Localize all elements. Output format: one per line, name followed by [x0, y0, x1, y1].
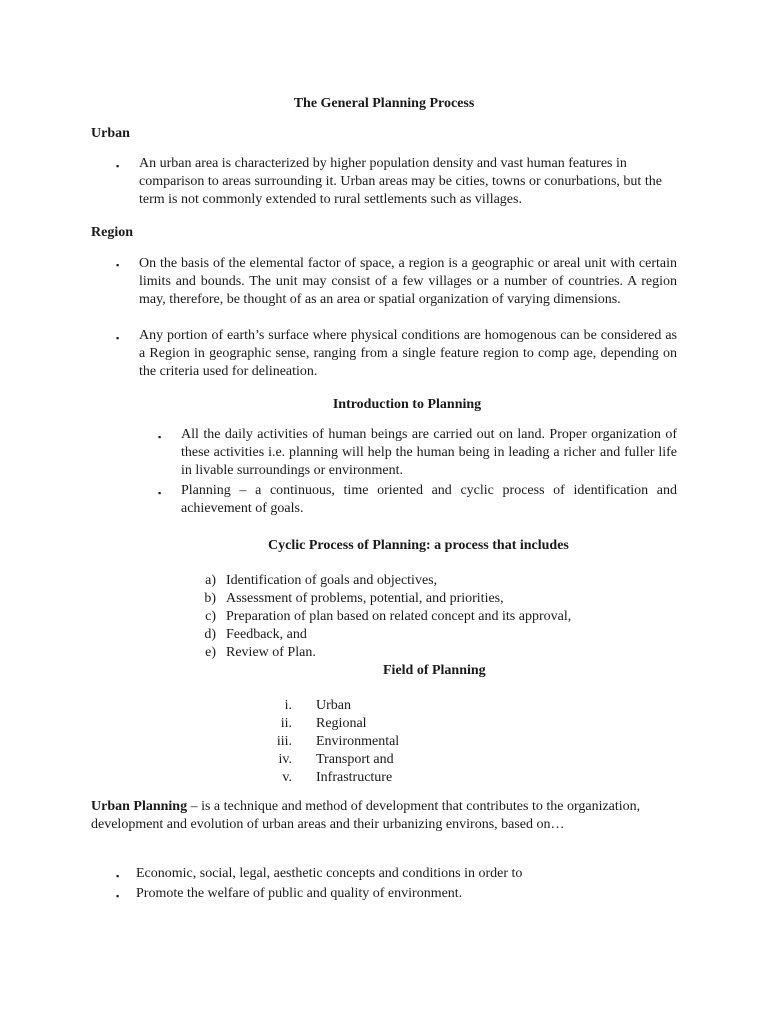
section-heading-cyclic: Cyclic Process of Planning: a process that includes: [268, 538, 569, 553]
list-marker: iv.: [278, 752, 292, 767]
urban-planning-text: – is a technique and method of development that contributes to the organization, development and evolution of urban areas and their urbanizing environs, based on…: [91, 799, 641, 832]
bullet-icon: ▪: [116, 333, 120, 343]
urban-planning-bullet-1: Economic, social, legal, aesthetic concepts and conditions in order to: [136, 866, 523, 881]
list-item: Identification of goals and objectives,: [226, 573, 438, 588]
list-marker: iii.: [276, 734, 292, 749]
urban-bullet-1: An urban area is characterized by higher population density and vast human features in comparison to areas surrounding it. Urban areas may be cities, towns or conurbations, but the term is not commonly extended to rural settlements such as villages.: [139, 156, 662, 207]
list-item: Environmental: [316, 734, 400, 749]
bullet-icon: ▪: [158, 488, 162, 498]
section-heading-region: Region: [91, 225, 133, 240]
list-item: Infrastructure: [316, 770, 393, 785]
list-item: Urban: [316, 698, 351, 713]
urban-planning-definition: [91, 798, 671, 834]
bullet-icon: ▪: [116, 871, 120, 881]
intro-bullet-1: All the daily activities of human beings are carried out on land. Proper organization of these activities i.e. planning will help the human being in leading a richer and fuller life in livable surroundings or environment.: [181, 427, 677, 478]
section-heading-urban: Urban: [91, 126, 130, 141]
region-bullet-1: On the basis of the elemental factor of space, a region is a geographic or areal unit with certain limits and bounds. The unit may consist of a few villages or a number of countries. A region may, therefore, be thought of as an area or spatial organization of varying dimensions.: [139, 256, 677, 307]
list-marker: e): [205, 645, 216, 660]
urban-planning-bullet-2: Promote the welfare of public and quality of environment.: [136, 886, 463, 901]
page-title: The General Planning Process: [293, 96, 475, 111]
urban-planning-term: Urban Planning: [91, 799, 188, 814]
list-marker: ii.: [280, 716, 292, 731]
bullet-icon: ▪: [116, 260, 120, 270]
bullet-icon: ▪: [116, 161, 120, 171]
list-item: Transport and: [316, 752, 394, 767]
section-heading-field: Field of Planning: [383, 663, 486, 678]
list-item: Review of Plan.: [226, 645, 316, 660]
list-item: Preparation of plan based on related concept and its approval,: [226, 609, 572, 624]
list-marker: a): [205, 573, 216, 588]
bullet-icon: ▪: [158, 432, 162, 442]
list-item: Assessment of problems, potential, and priorities,: [226, 591, 504, 606]
list-marker: c): [205, 609, 216, 624]
section-heading-intro: Introduction to Planning: [332, 397, 482, 412]
intro-bullet-2: Planning – a continuous, time oriented and cyclic process of identification and achievement of goals.: [181, 483, 677, 516]
list-marker: d): [204, 627, 216, 642]
list-marker: v.: [282, 770, 292, 785]
list-marker: i.: [284, 698, 292, 713]
list-item: Feedback, and: [226, 627, 307, 642]
list-marker: b): [204, 591, 216, 606]
bullet-icon: ▪: [116, 891, 120, 901]
list-item: Regional: [316, 716, 367, 731]
region-bullet-2: Any portion of earth’s surface where physical conditions are homogenous can be considered as a Region in geographic sense, ranging from a single feature region to comp age, depending on the criteria used for delineation.: [139, 328, 677, 379]
